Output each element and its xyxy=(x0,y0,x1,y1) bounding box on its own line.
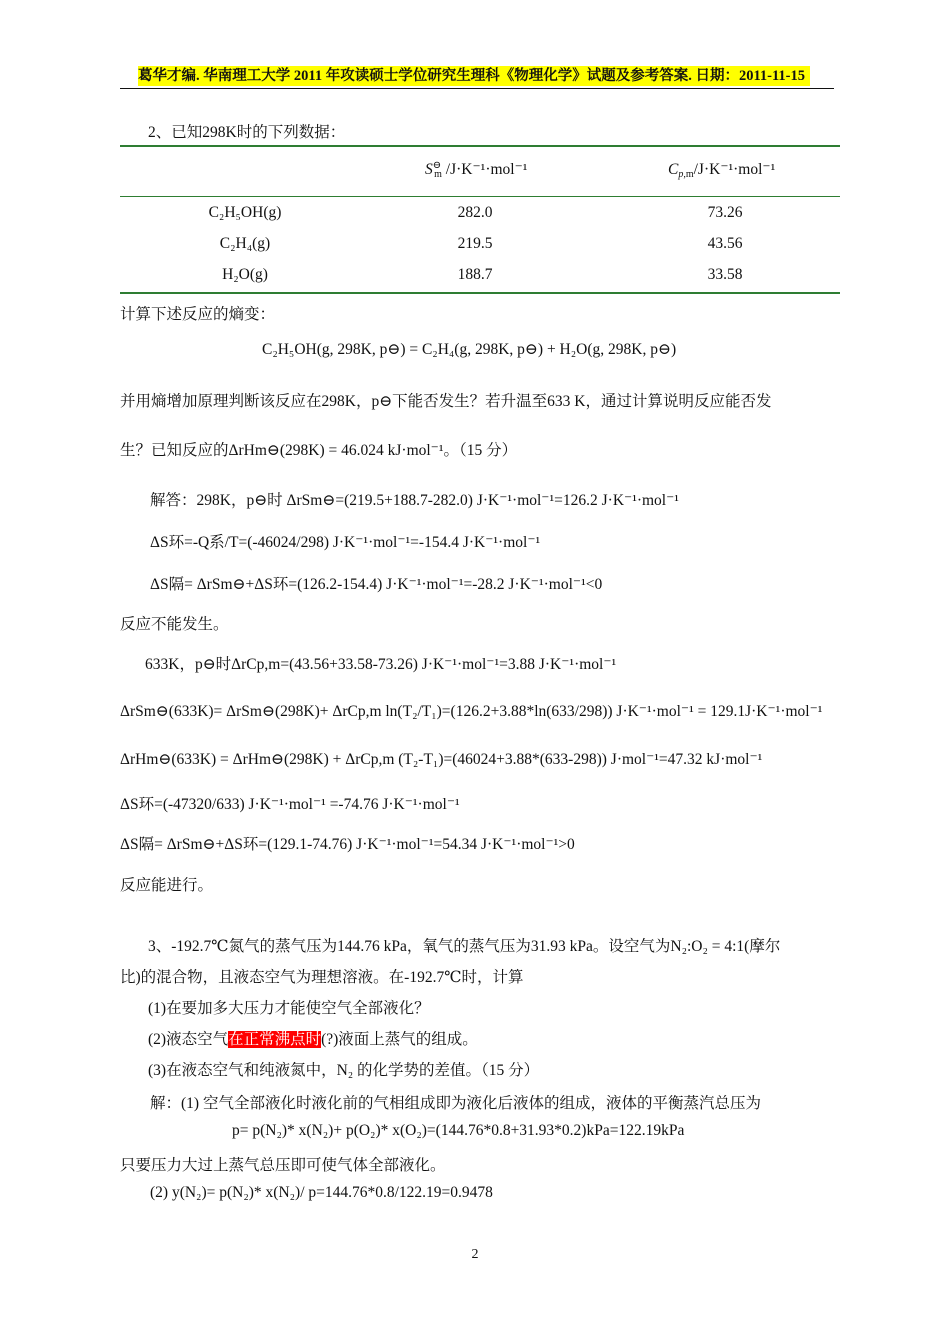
q2-question-line1: 并用熵增加原理判断该反应在298K，p⊖下能否发生？若升温至633 K，通过计算说明反应能否发 xyxy=(120,393,772,410)
table-top-rule xyxy=(120,145,840,147)
table-row-s: 282.0 xyxy=(457,204,493,221)
table-row-species: C₂H₅OH(g) xyxy=(208,204,282,221)
q3-line1: 3、-192.7℃氮气的蒸气压为144.76 kPa，氧气的蒸气压为31.93 kPa。设空气为N₂:O₂ = 4:1(摩尔 xyxy=(148,938,781,955)
q2-solution-line: 633K，p⊖时ΔrCp,m=(43.56+33.58-73.26) J·K⁻¹·mol⁻¹=3.88 J·K⁻¹·mol⁻¹ xyxy=(145,656,617,673)
q2-solution-line: ΔS隔= ΔrSm⊖+ΔS环=(129.1-74.76) J·K⁻¹·mol⁻¹=54.34 J·K⁻¹·mol⁻¹>0 xyxy=(120,836,575,853)
q3-item-3: (3)在液态空气和纯液氮中，N₂ 的化学势的差值。（15 分） xyxy=(148,1062,540,1079)
q2-calc-line: 计算下述反应的熵变： xyxy=(120,306,276,323)
q3-item-2 xyxy=(148,1027,478,1049)
q2-conclusion: 反应能进行。 xyxy=(120,877,214,894)
q3-item-2-pre: (2)液态空气 xyxy=(148,1031,229,1048)
table-row-s: 219.5 xyxy=(457,235,493,252)
cp-symbol: C xyxy=(668,161,679,178)
q3-solution-line: (2) y(N₂)= p(N₂)* x(N₂)/ p=144.76*0.8/122.19=0.9478 xyxy=(150,1184,493,1201)
q2-solution-line: 解答：298K，p⊖时 ΔrSm⊖=(219.5+188.7-282.0) J·K⁻¹·mol⁻¹=126.2 J·K⁻¹·mol⁻¹ xyxy=(150,492,679,509)
q2-solution-line: ΔS环=(-47320/633) J·K⁻¹·mol⁻¹ =-74.76 J·K⁻¹·mol⁻¹ xyxy=(120,796,460,813)
q2-solution-line: ΔrHm⊖(633K) = ΔrHm⊖(298K) + ΔrCp,m (T₂-T₁)=(46024+3.88*(633-298)) J·mol⁻¹=47.32 kJ·mol⁻¹ xyxy=(120,751,763,768)
header-rule xyxy=(120,88,834,89)
q2-reaction: C₂H₅OH(g, 298K, p⊖) = C₂H₄(g, 298K, p⊖) + H₂O(g, 298K, p⊖) xyxy=(262,341,677,358)
q3-item-2-post: (?)液面上蒸气的组成。 xyxy=(321,1031,478,1048)
table-mid-rule xyxy=(120,196,840,197)
q2-solution-line: ΔS隔= ΔrSm⊖+ΔS环=(126.2-154.4) J·K⁻¹·mol⁻¹=-28.2 J·K⁻¹·mol⁻¹<0 xyxy=(150,576,603,593)
q2-intro: 2、已知298K时的下列数据： xyxy=(148,124,346,141)
table-header-cp: $C_{p,m}/J\cdot K^{-1}\cdot mol^{-1}$ xyxy=(668,161,776,180)
table-bottom-rule xyxy=(120,292,840,294)
q2-solution-line: ΔrSm⊖(633K)= ΔrSm⊖(298K)+ ΔrCp,m ln(T₂/T₁)=(126.2+3.88*ln(633/298)) J·K⁻¹·mol⁻¹ = 129.1J·K⁻¹·mol⁻¹ xyxy=(120,703,823,720)
table-row-cp: 43.56 xyxy=(707,235,743,252)
table-row-cp: 33.58 xyxy=(707,266,743,283)
q2-conclusion: 反应不能发生。 xyxy=(120,616,229,633)
table-row-species: C₂H₄(g) xyxy=(219,235,271,252)
q3-line2: 比)的混合物，且液态空气为理想溶液。在-192.7℃时，计算 xyxy=(120,969,524,986)
page-number: 2 xyxy=(471,1247,479,1262)
page-header: 葛华才编. 华南理工大学 2011 年攻读硕士学位研究生理科《物理化学》试题及参考答案. 日期：2011-11-15 xyxy=(138,66,810,86)
highlighted-text: 在正常沸点时 xyxy=(228,1031,322,1048)
q3-solution-line: p= p(N₂)* x(N₂)+ p(O₂)* x(O₂)=(144.76*0.8+31.93*0.2)kPa=122.19kPa xyxy=(232,1122,685,1139)
s-unit: /J·K⁻¹·mol⁻¹ xyxy=(441,161,528,178)
q3-item-1: (1)在要加多大压力才能使空气全部液化？ xyxy=(148,1000,430,1017)
cp-unit: /J·K⁻¹·mol⁻¹ xyxy=(693,161,776,178)
table-row-s: 188.7 xyxy=(457,266,493,283)
q3-solution-line: 只要压力大过上蒸气总压即可使气体全部液化。 xyxy=(120,1157,446,1174)
table-header-s: $S^⊖_m$ /J·K⁻¹·mol⁻¹ xyxy=(425,160,528,180)
q2-solution-line: ΔS环=-Q系/T=(-46024/298) J·K⁻¹·mol⁻¹=-154.4 J·K⁻¹·mol⁻¹ xyxy=(150,534,541,551)
table-row-cp: 73.26 xyxy=(707,204,743,221)
q2-question-line2: 生？已知反应的ΔrHm⊖(298K) = 46.024 kJ·mol⁻¹。（15 分） xyxy=(120,442,518,459)
s-symbol: S xyxy=(425,161,433,178)
q3-solution-line: 解：(1) 空气全部液化时液化前的气相组成即为液化后液体的组成，液体的平衡蒸汽总压为 xyxy=(150,1095,761,1112)
table-row-species: H₂O(g) xyxy=(222,266,268,283)
